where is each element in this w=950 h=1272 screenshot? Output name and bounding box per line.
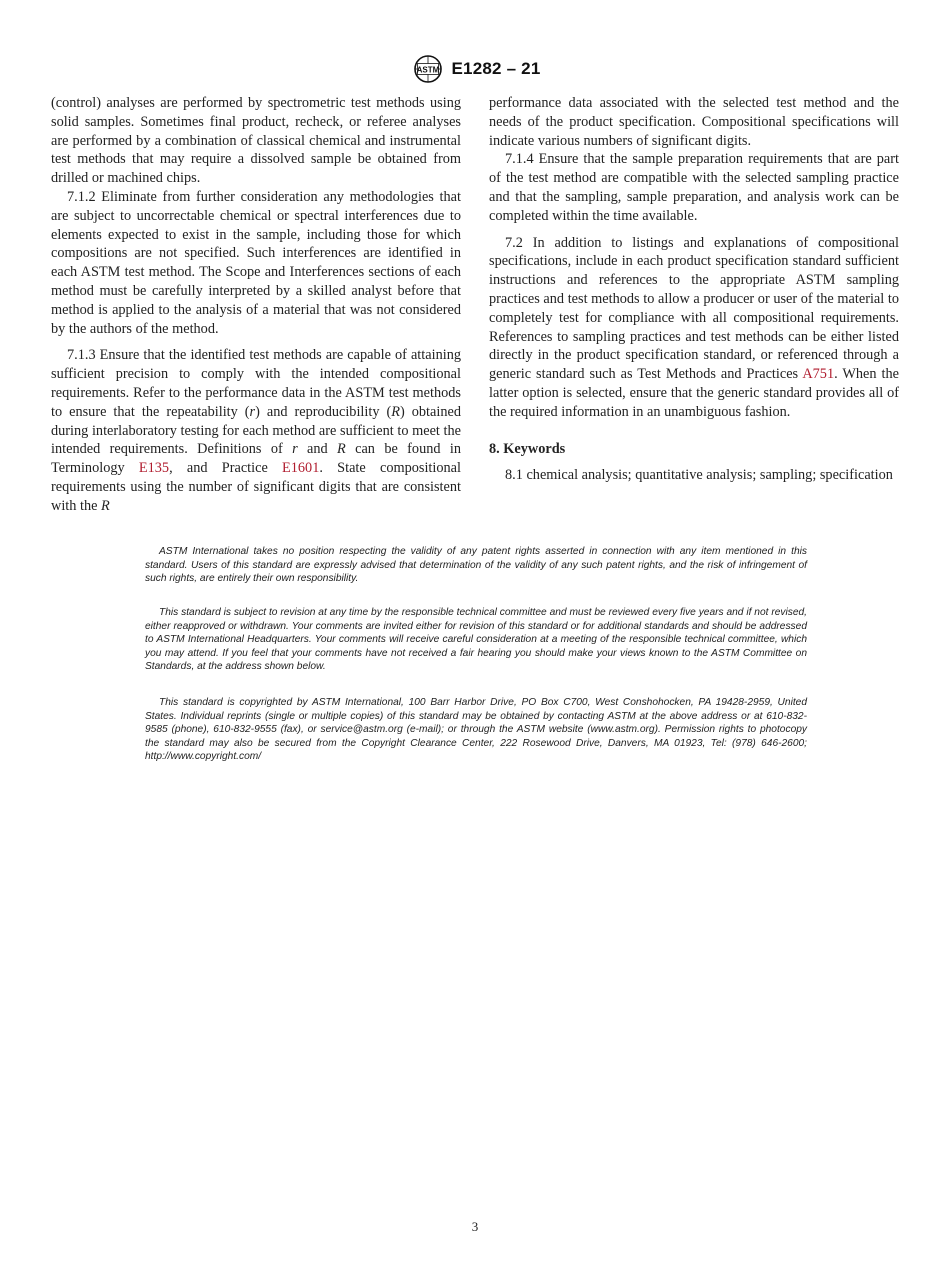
reference-link-e135[interactable]: E135 <box>138 460 170 477</box>
paragraph-7-2: 7.2 In addition to listings and explanations of compositional specifications, include in each product specification standard sufficient instructions and references to the appropriate ASTM sampling practices and test methods to allow a producer or user of the material to completely test for compliance with all compositional requirements. References to sampling practices and test methods can be either listed directly in the product specification standard, or referenced through a generic standard such as Test Methods and Practices A751. When the latter option is selected, ensure that the generic standard provides all of the required information in an unambiguous fashion. <box>489 234 899 420</box>
paragraph-intro-continued: (control) analyses are performed by spectrometric test methods using solid samples. Sometimes final product, recheck, or referee analyses are performed by a combination of classical chemical and instrumental test methods that may require a dissolved sample be obtained from drilled or machined chips. <box>51 95 461 187</box>
section-heading-keywords: 8. Keywords <box>489 440 566 457</box>
document-designation: E1282 – 21 <box>451 59 541 78</box>
reference-link-e1601[interactable]: E1601 <box>282 460 320 477</box>
copyright-notice: This standard is copyrighted by ASTM International, 100 Barr Harbor Drive, PO Box C700, West Conshohocken, PA 19428-2959, United States. Individual reprints (single or multiple copies) of this standard may be obtained by contacting ASTM at the above address or at 610-832-9585 (phone), 610-832-9555 (fax), or service@astm.org (e-mail); or through the ASTM website (www.astm.org). Permission rights to photocopy the standard may also be secured from the Copyright Clearance Center, 222 Rosewood Drive, Danvers, MA 01923, Tel: (978) 646-2600; http://www.copyright.com/ <box>145 697 807 763</box>
astm-logo-icon <box>410 54 446 84</box>
paragraph-8-1: 8.1 chemical analysis; quantitative analysis; sampling; specification <box>505 467 893 484</box>
paragraph-7-1-3-continued: performance data associated with the selected test method and the needs of the product specification. Compositional specifications will indicate various numbers of significant digits. <box>489 95 899 149</box>
page-number: 3 <box>471 1219 479 1234</box>
paragraph-7-1-4: 7.1.4 Ensure that the sample preparation requirements that are part of the test method are compatible with the selected sampling practice and that the sampling, sample preparation, and analysis work can be completed within the time available. <box>489 151 899 224</box>
logo-text: ASTM <box>416 65 439 75</box>
paragraph-7-1-3: 7.1.3 Ensure that the identified test methods are capable of attaining sufficient precision to comply with the intended compositional requirements. Refer to the performance data in the ASTM test methods to ensure that the repeatability (r) and reproducibility (R) obtained during interlaboratory testing for each method are sufficient to meet the intended requirements. Definitions of r and R can be found in Terminology E135, and Practice E1601. State compositional requirements using the number of significant digits that are consistent with the R <box>51 347 461 514</box>
page-header <box>0 54 950 84</box>
patent-notice: ASTM International takes no position respecting the validity of any patent rights asserted in connection with any item mentioned in this standard. Users of this standard are expressly advised that determination of the validity of any such patent rights, and the risk of infringement of such rights, are entirely their own responsibility. <box>145 546 807 585</box>
paragraph-7-1-2: 7.1.2 Eliminate from further consideration any methodologies that are subject to uncorrectable chemical or spectral interferences due to elements expected to exist in the sample, including those for which compositions are not specified. Such interferences are identified in each ASTM test method. The Scope and Interferences sections of each method must be carefully interpreted by a skilled analyst before that method is applied to the analysis of a material that was not considered by the authors of the method. <box>51 188 461 337</box>
reference-link-a751[interactable]: A751 <box>802 366 835 383</box>
right-column <box>489 94 899 485</box>
revision-notice: This standard is subject to revision at any time by the responsible technical committee and must be reviewed every five years and if not revised, either reapproved or withdrawn. Your comments are invited either for revision of this standard or for additional standards and should be addressed to ASTM International Headquarters. Your comments will receive careful consideration at a meeting of the responsible technical committee, which you may attend. If you feel that your comments have not received a fair hearing you should make your views known to the ASTM Committee on Standards, at the address shown below. <box>145 607 807 673</box>
left-column <box>51 94 461 516</box>
